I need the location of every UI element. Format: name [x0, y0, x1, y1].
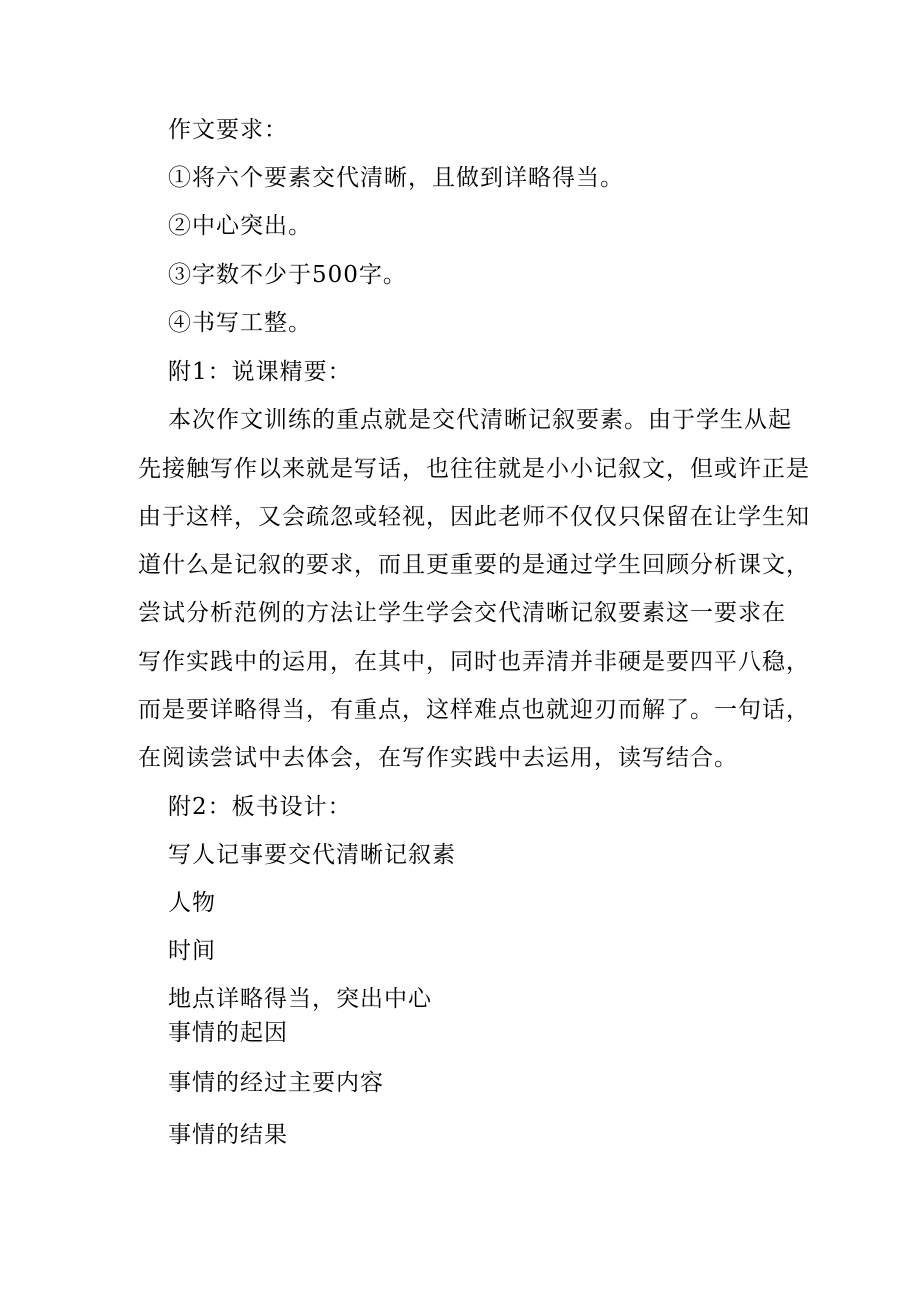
requirements-heading: 作文要求：	[168, 117, 288, 143]
paragraph-line: 本次作文训练的重点就是交代清晰记叙要素。由于学生从起	[168, 407, 792, 433]
paragraph-line: 写作实践中的运用，在其中，同时也弄清并非硬是要四平八稳，	[138, 649, 810, 675]
paragraph-line: 先接触写作以来就是写话，也往往就是小小记叙文，但或许正是	[138, 456, 810, 482]
appendix1-heading: 附1：说课精要：	[168, 359, 352, 385]
paragraph-line: 尝试分析范例的方法让学生学会交代清晰记叙要素这一要求在	[138, 600, 786, 626]
board-line: 地点详略得当，突出中心	[168, 986, 432, 1012]
board-line: 事情的经过主要内容	[168, 1070, 384, 1096]
paragraph-line: 道什么是记叙的要求，而且更重要的是通过学生回顾分析课文，	[138, 552, 810, 578]
appendix2-heading: 附2：板书设计：	[168, 794, 352, 820]
paragraph-line: 在阅读尝试中去体会，在写作实践中去运用，读写结合。	[138, 745, 738, 771]
board-line: 时间	[168, 938, 216, 964]
board-line: 人物	[168, 890, 216, 916]
paragraph-line: 而是要详略得当，有重点，这样难点也就迎刃而解了。一句话，	[138, 697, 810, 723]
board-line: 事情的结果	[168, 1122, 288, 1148]
paragraph-line: 由于这样，又会疏忽或轻视，因此老师不仅仅只保留在让学生知	[138, 504, 810, 530]
board-line: 写人记事要交代清晰记叙素	[168, 842, 456, 868]
requirement-item: ①将六个要素交代清晰，且做到详略得当。	[168, 165, 624, 191]
board-line: 事情的起因	[168, 1020, 288, 1046]
requirement-item: ③字数不少于500字。	[168, 262, 407, 288]
requirement-item: ④书写工整。	[168, 310, 312, 336]
requirement-item: ②中心突出。	[168, 213, 312, 239]
